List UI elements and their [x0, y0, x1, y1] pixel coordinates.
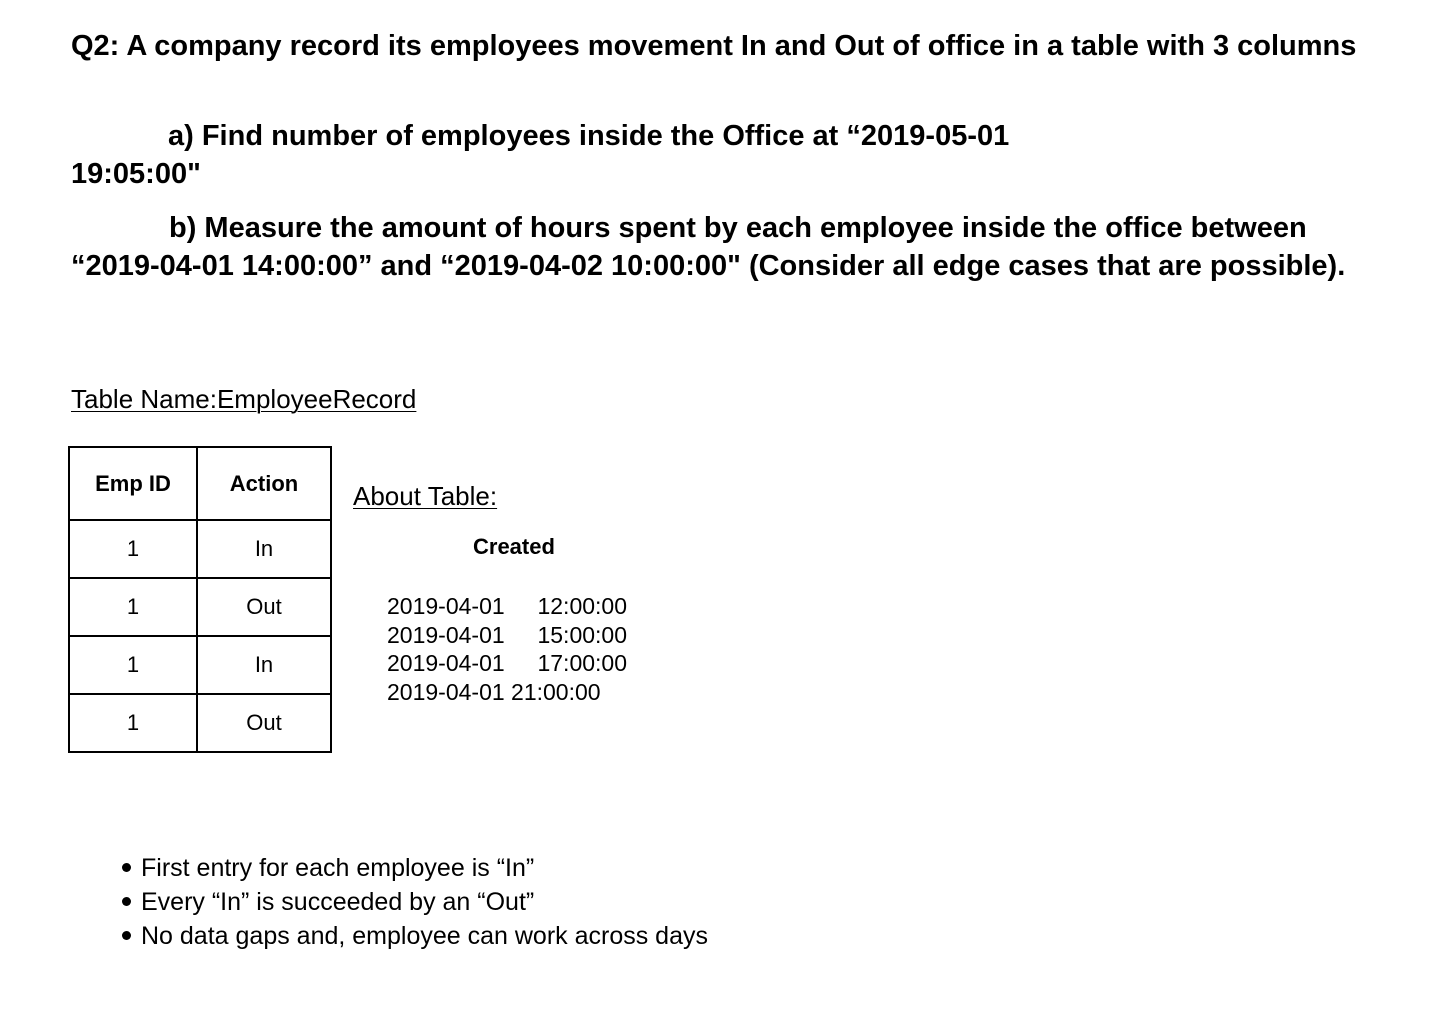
note-text: Every “In” is succeeded by an “Out”: [141, 888, 535, 916]
created-date: 2019-04-01: [387, 593, 505, 619]
question-part-a-line2: 19:05:00": [71, 158, 201, 190]
table-row: [69, 578, 331, 636]
cell-emp-id: 1: [69, 578, 197, 636]
created-date: 2019-04-01: [387, 678, 505, 705]
about-table-label: About Table:: [353, 481, 498, 511]
cell-emp-id: 1: [69, 636, 197, 694]
list-item: [122, 886, 708, 920]
created-column-header: Created: [473, 534, 555, 559]
employee-record-table: [68, 446, 332, 753]
cell-emp-id: 1: [69, 694, 197, 752]
created-value-row: [387, 621, 627, 650]
bullet-icon: [122, 863, 131, 872]
cell-action: Out: [197, 694, 331, 752]
table-row: [69, 636, 331, 694]
question-part-a: [71, 117, 1381, 193]
created-value-row: [387, 649, 627, 678]
header-emp-id: Emp ID: [69, 447, 197, 520]
note-text: No data gaps and, employee can work across days: [141, 922, 708, 950]
cell-action: Out: [197, 578, 331, 636]
created-value-row: [387, 678, 627, 707]
created-date: 2019-04-01: [387, 621, 505, 648]
created-date: 2019-04-01: [387, 650, 505, 676]
assumptions-list: [122, 852, 708, 954]
bullet-icon: [122, 931, 131, 940]
question-part-a-line1: a) Find number of employees inside the Office at “2019-05-01: [168, 120, 1010, 152]
created-value-row: [387, 592, 627, 621]
list-item: [122, 852, 708, 886]
cell-emp-id: 1: [69, 520, 197, 578]
created-time: 15:00:00: [537, 621, 627, 648]
note-text: First entry for each employee is “In”: [141, 854, 535, 882]
created-time: 12:00:00: [537, 593, 627, 619]
table-name-label: Table Name:EmployeeRecord: [71, 384, 417, 414]
table-row: [69, 520, 331, 578]
question-part-b-text: b) Measure the amount of hours spent by each employee inside the office between “2019-04-01 14:00:00” and “2019-04-02 10:00:00" (Consider all edge cases that are possible).: [71, 212, 1346, 282]
header-action: Action: [197, 447, 331, 520]
bullet-icon: [122, 897, 131, 906]
list-item: [122, 920, 708, 954]
question-part-b: [71, 209, 1381, 285]
question-title: Q2: A company record its employees movement In and Out of office in a table with 3 columns: [71, 30, 1357, 62]
cell-action: In: [197, 636, 331, 694]
table-header-row: [69, 447, 331, 520]
table-row: [69, 694, 331, 752]
created-time: 21:00:00: [511, 678, 601, 705]
cell-action: In: [197, 520, 331, 578]
created-values-list: [387, 592, 627, 706]
created-time: 17:00:00: [537, 650, 627, 676]
